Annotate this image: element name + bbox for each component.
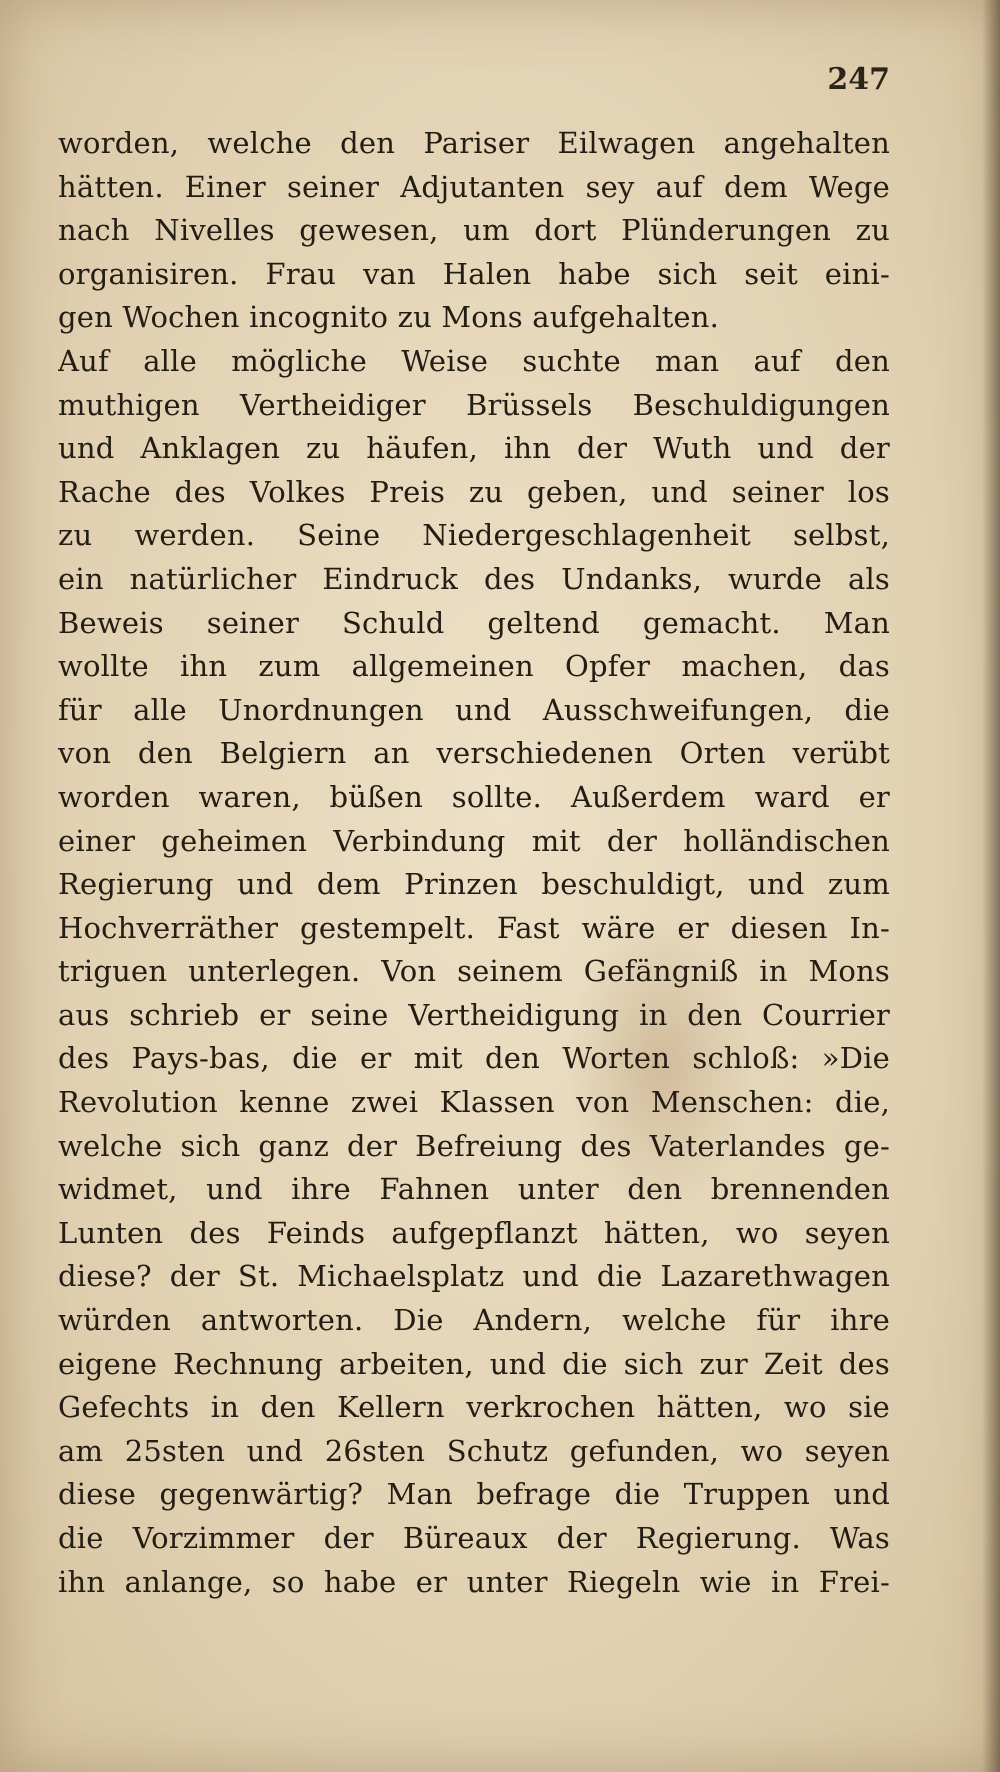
text-line: diese? der St. Michaelsplatz und die Lazarethwagen	[58, 1259, 890, 1294]
text-line: Regierung und dem Prinzen beschuldigt, und zum	[58, 867, 890, 902]
text-line: organisiren. Frau van Halen habe sich seit eini-	[58, 256, 890, 291]
page-number: 247	[827, 62, 890, 97]
page-edge-shadow	[982, 0, 1000, 1772]
text-line: die Vorzimmer der Büreaux der Regierung. Was	[58, 1521, 890, 1555]
text-line: zu werden. Seine Niedergeschlagenheit selbst,	[58, 518, 890, 553]
text-line: welche sich ganz der Befreiung des Vaterlandes ge-	[58, 1128, 890, 1163]
text-line: Auf alle mögliche Weise suchte man auf den	[58, 343, 890, 378]
text-line: des Pays-bas, die er mit den Worten schloß: »Die	[58, 1041, 890, 1076]
text-line: Rache des Volkes Preis zu geben, und seiner los	[58, 474, 890, 509]
text-line: nach Nivelles gewesen, um dort Plünderungen zu	[58, 213, 890, 248]
text-line: gen Wochen incognito zu Mons aufgehalten.	[58, 300, 720, 335]
text-line: aus schrieb er seine Vertheidigung in den Courrier	[58, 997, 890, 1032]
text-line: und Anklagen zu häufen, ihn der Wuth und der	[58, 431, 890, 466]
text-line: am 25sten und 26sten Schutz gefunden, wo seyen	[58, 1433, 890, 1468]
text-line: Lunten des Feinds aufgepflanzt hätten, wo seyen	[58, 1215, 890, 1250]
text-line: Beweis seiner Schuld geltend gemacht. Man	[58, 605, 890, 640]
text-line: ein natürlicher Eindruck des Undanks, wurde als	[58, 561, 890, 596]
text-line: für alle Unordnungen und Ausschweifungen, die	[58, 692, 890, 727]
text-line: muthigen Vertheidiger Brüssels Beschuldigungen	[58, 387, 890, 422]
text-line: diese gegenwärtig? Man befrage die Truppen und	[58, 1477, 890, 1512]
text-line: hätten. Einer seiner Adjutanten sey auf dem Wege	[58, 169, 890, 204]
text-line: eigene Rechnung arbeiten, und die sich zur Zeit des	[58, 1346, 890, 1381]
body-text	[58, 122, 890, 1604]
text-line: von den Belgiern an verschiedenen Orten verübt	[58, 736, 890, 771]
text-line: wollte ihn zum allgemeinen Opfer machen, das	[58, 649, 890, 684]
text-line: würden antworten. Die Andern, welche für ihre	[58, 1303, 890, 1338]
text-line: einer geheimen Verbindung mit der holländischen	[58, 823, 890, 858]
text-line: Revolution kenne zwei Klassen von Menschen: die,	[58, 1085, 890, 1120]
text-line: worden waren, büßen sollte. Außerdem ward er	[58, 779, 890, 814]
text-line: triguen unterlegen. Von seinem Gefängniß in Mons	[58, 954, 890, 989]
text-line: ihn anlange, so habe er unter Riegeln wie in Frei-	[58, 1564, 890, 1599]
text-line: worden, welche den Pariser Eilwagen angehalten	[58, 126, 890, 160]
text-line: widmet, und ihre Fahnen unter den brennenden	[58, 1172, 890, 1207]
text-line: Gefechts in den Kellern verkrochen hätten, wo sie	[58, 1390, 890, 1425]
text-line: Hochverräther gestempelt. Fast wäre er diesen In-	[58, 910, 890, 945]
